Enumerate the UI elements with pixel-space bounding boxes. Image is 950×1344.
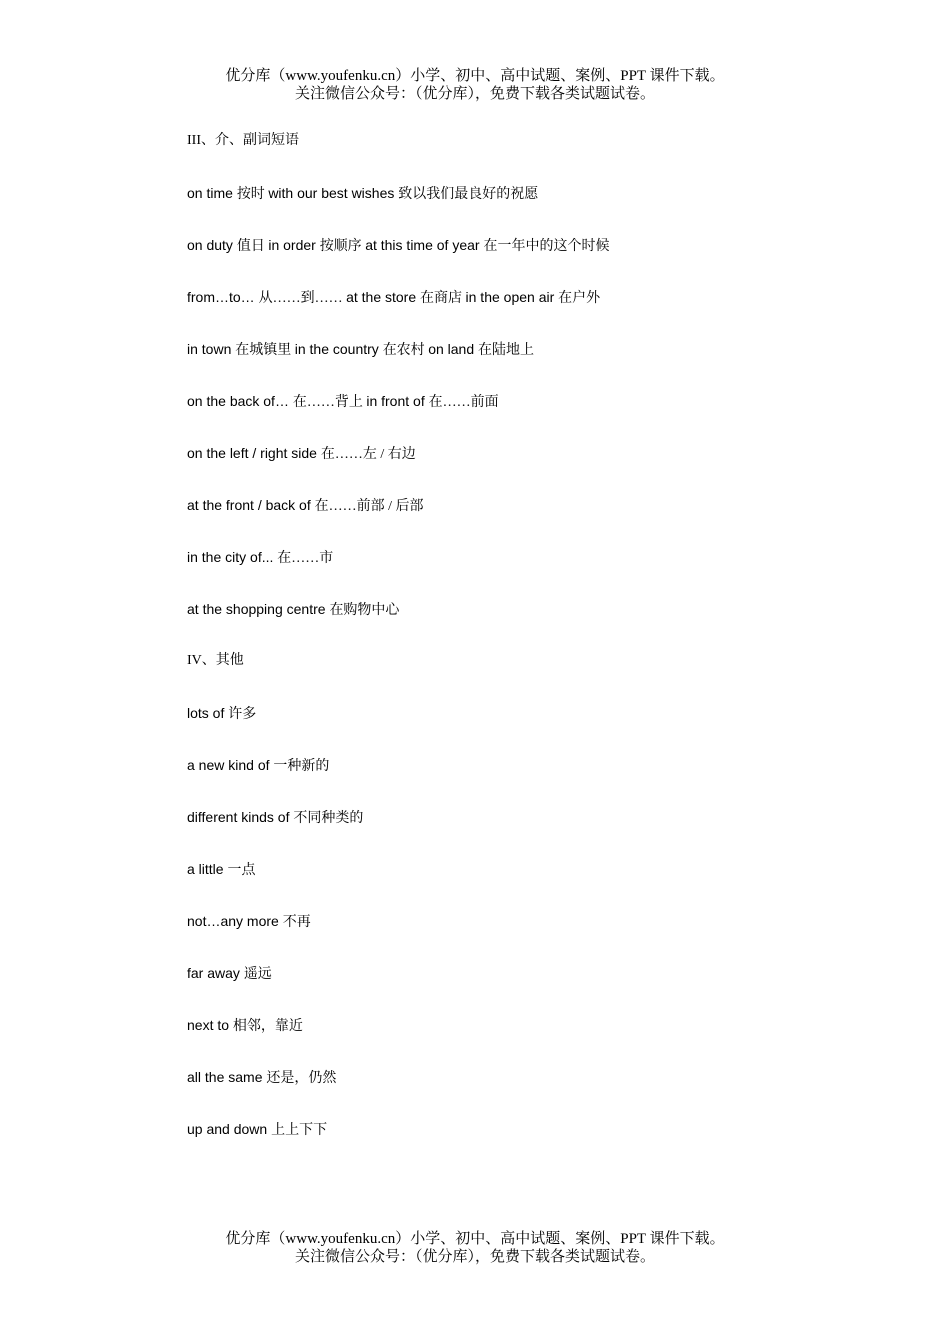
phrase-en: on time (187, 185, 237, 201)
section-heading-others (187, 651, 887, 703)
phrase-zh: 在一年中的这个时候 (483, 239, 610, 254)
phrase-row (187, 287, 887, 339)
phrase-en: in the city of... (187, 549, 278, 565)
phrase-row (187, 963, 887, 1015)
phrase-zh: 上上下下 (271, 1123, 328, 1138)
phrase-en: in the open air (465, 289, 559, 305)
phrase-row (187, 1067, 887, 1119)
phrase-row (187, 859, 887, 911)
phrase-zh: 在购物中心 (329, 603, 400, 618)
phrase-en: in the country (294, 341, 383, 357)
phrase-en: far away (187, 965, 244, 981)
phrase-en: in front of (366, 393, 429, 409)
phrase-zh: 按时 (236, 187, 269, 202)
phrase-row (187, 599, 887, 651)
phrase-zh: 一点 (227, 863, 256, 878)
phrase-en: on the left / right side (187, 445, 321, 461)
phrase-zh: 在城镇里 (235, 343, 295, 358)
phrase-row (187, 235, 887, 287)
phrase-zh: 在陆地上 (478, 343, 535, 358)
phrase-zh: 相邻，靠近 (232, 1019, 303, 1034)
phrase-en: in order (268, 237, 320, 253)
header-banner (0, 67, 950, 103)
phrase-row (187, 547, 887, 599)
phrase-zh: 按顺序 (319, 239, 366, 254)
phrase-row (187, 443, 887, 495)
phrase-en: from…to… (187, 289, 259, 305)
phrase-en: on the back of… (187, 393, 293, 409)
phrase-zh: 从……到…… (258, 291, 347, 306)
phrase-zh: 在……前面 (428, 395, 499, 410)
phrase-en: at the front / back of (187, 497, 315, 513)
phrase-en: not…any more (187, 913, 283, 929)
phrase-row (187, 755, 887, 807)
phrase-row (187, 807, 887, 859)
phrase-zh: 致以我们最良好的祝愿 (398, 187, 539, 202)
phrase-zh: 在……左 / 右边 (320, 447, 416, 462)
phrase-zh: 一种新的 (273, 759, 330, 774)
phrase-zh: 在……前部 / 后部 (314, 499, 424, 514)
section-heading-text: IV、其他 (187, 653, 244, 668)
phrase-en: a little (187, 861, 228, 877)
phrase-en: at the shopping centre (187, 601, 330, 617)
footer-line-2: 关注微信公众号：（优分库），免费下载各类试题试卷。 (294, 1249, 655, 1265)
phrase-en: up and down (187, 1121, 272, 1137)
phrase-en: in town (187, 341, 236, 357)
phrase-zh: 值日 (236, 239, 269, 254)
phrase-en: on duty (187, 237, 237, 253)
section-heading-text: III、介、副词短语 (187, 133, 299, 148)
phrase-en: on land (428, 341, 479, 357)
header-line-2: 关注微信公众号：（优分库），免费下载各类试题试卷。 (294, 86, 655, 102)
phrase-row (187, 911, 887, 963)
vocabulary-list (187, 131, 887, 1171)
phrase-zh: 在农村 (382, 343, 429, 358)
footer-line-1: 优分库（www.youfenku.cn）小学、初中、高中试题、案例、PPT 课件下载。 (225, 1231, 725, 1247)
phrase-row (187, 703, 887, 755)
phrase-zh: 在……背上 (292, 395, 367, 410)
footer-banner (0, 1230, 950, 1266)
phrase-en: at the store (346, 289, 421, 305)
phrase-row (187, 339, 887, 391)
phrase-zh: 在户外 (558, 291, 601, 306)
phrase-row (187, 495, 887, 547)
phrase-row (187, 391, 887, 443)
phrase-en: all the same (187, 1069, 267, 1085)
phrase-zh: 在商店 (420, 291, 466, 306)
phrase-en: lots of (187, 705, 229, 721)
phrase-zh: 遥远 (243, 967, 272, 982)
phrase-en: a new kind of (187, 757, 274, 773)
header-line-1: 优分库（www.youfenku.cn）小学、初中、高中试题、案例、PPT 课件下载。 (225, 68, 725, 84)
phrase-zh: 还是，仍然 (266, 1071, 337, 1086)
phrase-zh: 不同种类的 (293, 811, 364, 826)
phrase-zh: 在……市 (277, 551, 334, 566)
phrase-row (187, 1015, 887, 1067)
phrase-en: at this time of year (365, 237, 484, 253)
phrase-en: different kinds of (187, 809, 294, 825)
section-heading-prep-adverb-phrases (187, 131, 887, 183)
phrase-en: next to (187, 1017, 233, 1033)
phrase-zh: 不再 (282, 915, 311, 930)
phrase-zh: 许多 (228, 707, 257, 722)
phrase-row (187, 1119, 887, 1171)
phrase-en: with our best wishes (268, 185, 399, 201)
phrase-row (187, 183, 887, 235)
